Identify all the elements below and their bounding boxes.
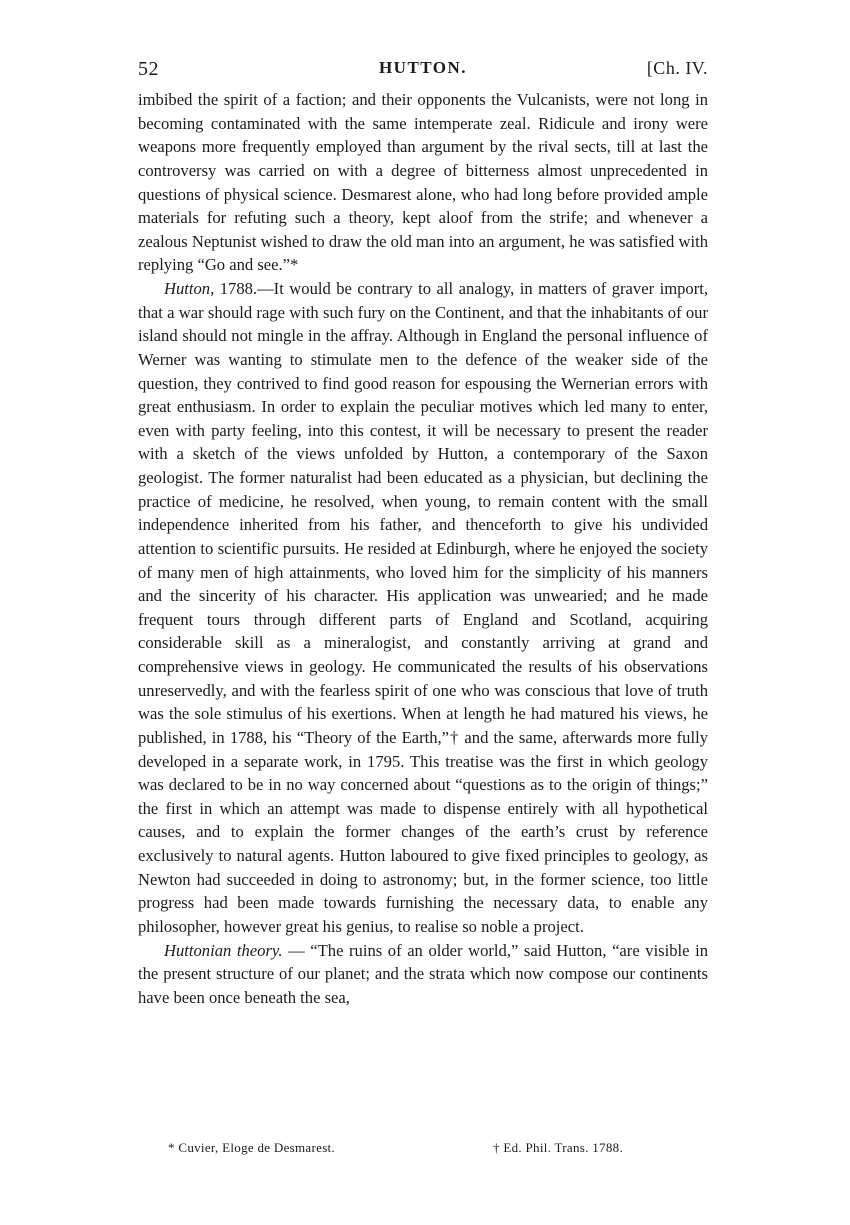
page-number: 52: [138, 58, 159, 80]
paragraph-hutton-1788: [138, 277, 708, 939]
paragraph-text: imbibed the spirit of a faction; and their opponents the Vulcanists, were not long in becoming contaminated with the same intemperate zeal. Ridicule and irony were weapons more frequently employed than argument by the rival sects, till at last the controversy was carried on with a degree of bitterness almost unprecedented in questions of physical science. Desmarest alone, who had long before provided ample materials for refuting such a theory, kept aloof from the strife; and whenever a zealous Neptunist wished to draw the old man into an argument, he was satisfied with replying “Go and see.”*: [138, 90, 708, 275]
paragraph-text: — “The ruins of an older world,” said Hutton, “are visible in the present structure of our planet; and the strata which now compose our continents have been once beneath the sea,: [138, 940, 709, 1007]
running-title: HUTTON.: [378, 58, 468, 77]
body-text: [138, 88, 708, 1009]
paragraph-huttonian-theory: [138, 939, 708, 1010]
chapter-marker: [Ch. IV.: [646, 58, 708, 78]
running-head: [138, 58, 708, 88]
paragraph-side-heading: Huttonian theory.: [164, 940, 283, 960]
footnote-dagger: † Ed. Phil. Trans. 1788.: [493, 1140, 624, 1155]
book-page: [138, 58, 708, 1009]
paragraph-text: 1788.—It would be contrary to all analogy, in matters of graver import, that a war should rage with such fury on the Continent, and that the inhabitants of our island should not mingle in the affray. Although in England the personal influence of Werner was wanting to stimulate men to the defence of the weaker side of the question, they contrived to find good reason for espousing the Wernerian errors with great enthusiasm. In order to explain the peculiar motives which led many to enter, even with party feeling, into this contest, it will be necessary to present the reader with a sketch of the views unfolded by Hutton, a contemporary of the Saxon geologist. The former naturalist had been educated as a physician, but declining the practice of medicine, he resolved, when young, to remain content with the small independence inherited from his father, and thenceforth to give his undivided attention to scientific pursuits. He resided at Edinburgh, where he enjoyed the society of many men of high attainments, who loved him for the simplicity of his manners and the sincerity of his character. His application was unwearied; and he made frequent tours through different parts of England and Scotland, acquiring considerable skill as a mineralogist, and constantly arriving at grand and comprehensive views in geology. He communicated the results of his observations unreservedly, and with the fearless spirit of one who was conscious that love of truth was the sole stimulus of his exertions. When at length he had matured his views, he published, in 1788, his “Theory of the Earth,”† and the same, afterwards more fully developed in a separate work, in 1795. This treatise was the first in which geology was declared to be in no way concerned about “questions as to the origin of things;” the first in which an attempt was made to dispense entirely with all hypothetical causes, and to explain the former changes of the earth’s crust by reference exclusively to natural agents. Hutton laboured to give fixed principles to geology, as Newton had succeeded in doing to astronomy; but, in the former science, too little progress had been made towards furnishing the necessary data, to enable any philosopher, however great his genius, to realise so noble a project.: [138, 279, 708, 936]
footnote-asterisk: * Cuvier, Eloge de Desmarest.: [168, 1140, 336, 1155]
paragraph-continued: [138, 88, 708, 277]
paragraph-side-heading: Hutton,: [164, 279, 215, 298]
